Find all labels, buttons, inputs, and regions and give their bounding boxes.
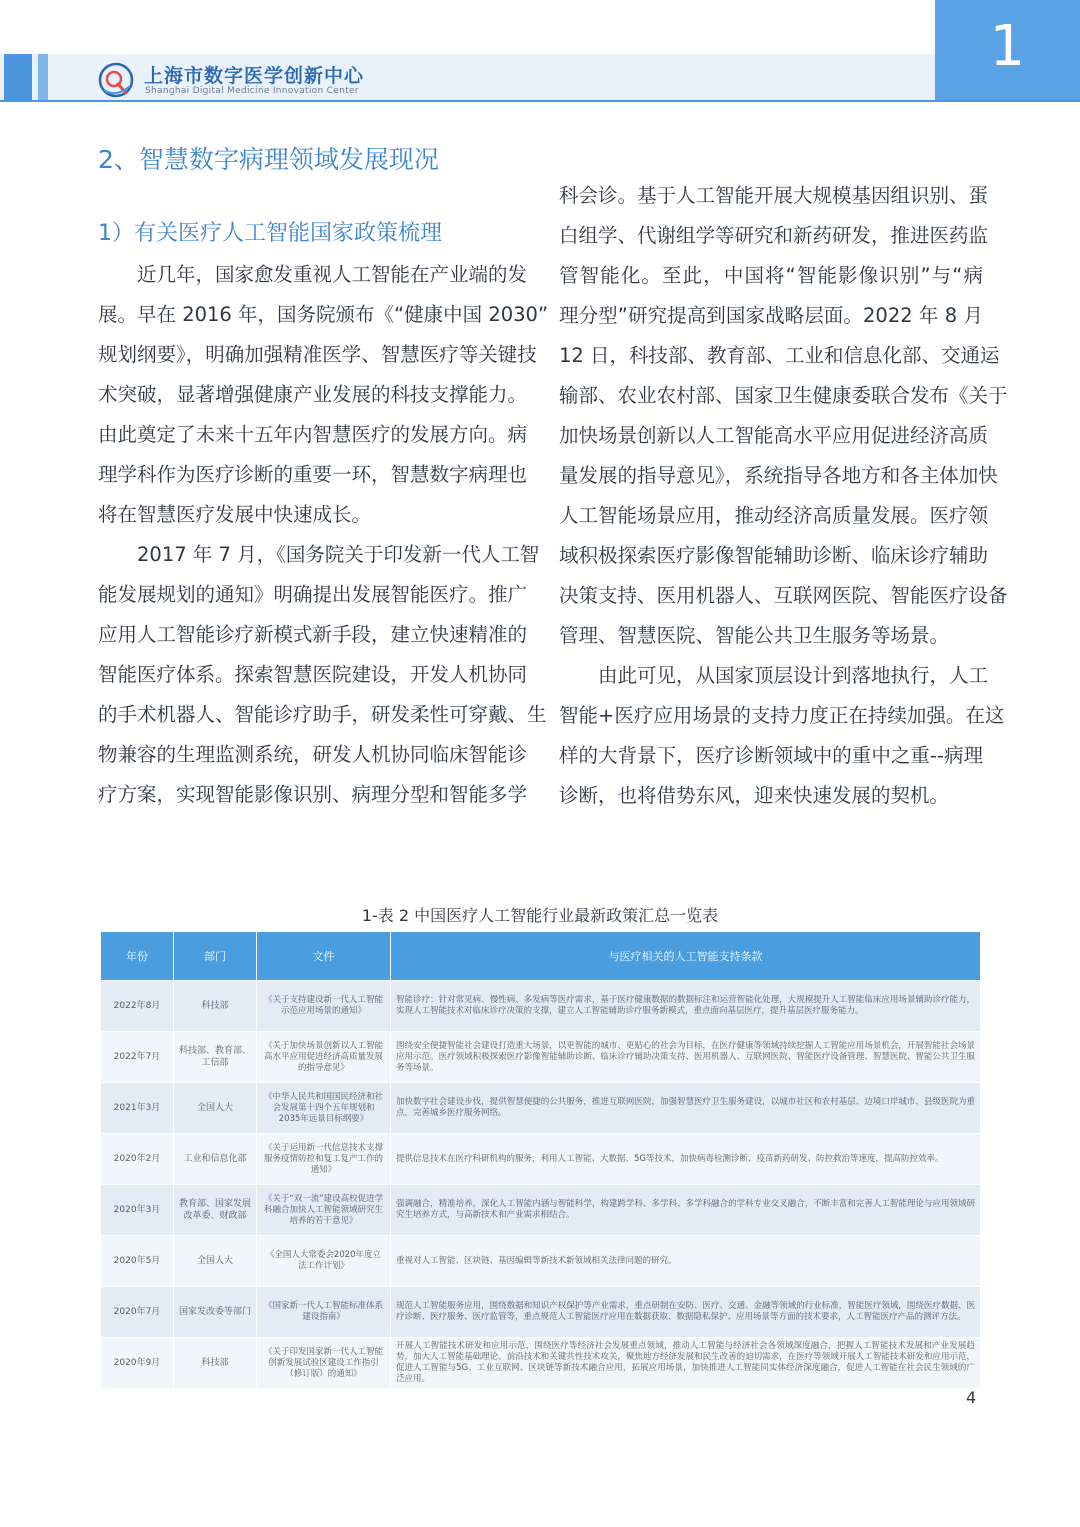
table-cell-year: 2020年3月 <box>101 1185 174 1236</box>
paragraph-line: 将在智慧医疗发展中快速成长。 <box>98 503 372 526</box>
table-cell-year: 2020年9月 <box>101 1338 174 1389</box>
table-cell-doc: 《全国人大常委会2020年度立法工作计划》 <box>257 1236 391 1287</box>
paragraph-line: 的手术机器人、智能诊疗助手，研发柔性可穿戴、生 <box>98 703 547 726</box>
paragraph-line: 智能+医疗应用场景的支持力度正在持续加强。在这 <box>559 704 1005 727</box>
org-name-cn: 上海市数字医学创新中心 <box>144 65 365 87</box>
table-cell-doc: 《关于“双一流”建设高校促进学科融合加快人工智能领域研究生培养的若干意见》 <box>257 1185 391 1236</box>
table-cell-year: 2021年3月 <box>101 1083 174 1134</box>
table-cell-year: 2020年5月 <box>101 1236 174 1287</box>
paragraph-line: 诊断，也将借势东风，迎来快速发展的契机。 <box>559 784 950 807</box>
table-row <box>101 1185 981 1236</box>
table-cell-year: 2022年7月 <box>101 1032 174 1083</box>
table-cell-dept: 科技部 <box>174 981 257 1032</box>
header-accent-bar-secondary <box>38 54 48 100</box>
paragraph-line: 样的大背景下，医疗诊断领域中的重中之重--病理 <box>559 744 983 767</box>
table-row <box>101 981 981 1032</box>
table-cell-doc: 《中华人民共和国国民经济和社会发展第十四个五年规划和2035年远景目标纲要》 <box>257 1083 391 1134</box>
paragraph-line: 决策支持、医用机器人、互联网医院、智能医疗设备 <box>559 584 1008 607</box>
table-cell-dept: 教育部、国家发展改革委、财政部 <box>174 1185 257 1236</box>
chapter-number: 1 <box>989 14 1026 79</box>
paragraph-line: 由此可见，从国家顶层设计到落地执行，人工 <box>598 664 989 687</box>
table-cell-terms: 规范人工智能服务应用，围绕数据和知识产权保护等产业需求，重点研制在安防、医疗、交通、金融等领域的行业标准，智能医疗领域，围绕医疗数据、医疗诊断、医疗服务、医疗监管等，重点规范人工智能医疗应用在数据获取、数据隐私保护、应用场景等方面的技术要求，人工智能医疗产品的测评方法。 <box>391 1287 981 1338</box>
table-row <box>101 1032 981 1083</box>
table-row <box>101 1287 981 1338</box>
policy-table <box>100 931 981 1389</box>
table-row <box>101 1236 981 1287</box>
paragraph-line: 理学科作为医疗诊断的重要一环，智慧数字病理也 <box>98 463 528 486</box>
table-header-doc: 文件 <box>257 932 391 981</box>
table-cell-year: 2020年7月 <box>101 1287 174 1338</box>
paragraph-line: 白组学、代谢组学等研究和新药研发，推进医药监 <box>559 224 989 247</box>
paragraph-line: 量发展的指导意见》，系统指导各地方和各主体加快 <box>559 464 998 487</box>
table-cell-dept: 国家发改委等部门 <box>174 1287 257 1338</box>
subsection-heading: 1）有关医疗人工智能国家政策梳理 <box>98 221 442 246</box>
table-header-terms: 与医疗相关的人工智能支持条款 <box>391 932 981 981</box>
table-cell-terms: 提供信息技术在医疗科研机构的服务，利用人工智能、大数据、5G等技术，加快病毒检测诊断、疫苗新药研发、防控救治等速度，提高防控效率。 <box>391 1134 981 1185</box>
paragraph-line: 12 日，科技部、教育部、工业和信息化部、交通运 <box>559 344 1000 367</box>
paragraph-line: 管理、智慧医院、智能公共卫生服务等场景。 <box>559 624 950 647</box>
paragraph-line: 应用人工智能诊疗新模式新手段，建立快速精准的 <box>98 623 528 646</box>
table-cell-dept: 全国人大 <box>174 1236 257 1287</box>
table-cell-terms: 智能诊疗：针对常见病、慢性病、多发病等医疗需求，基于医疗健康数据的数据标注和运营智能化处理，大规模提升人工智能临床应用场景辅助诊疗能力，实现人工智能技术对临床诊疗决策的支撑，建立人工智能辅助诊疗服务新模式，重点面向基层医疗，提升基层医疗服务能力。 <box>391 981 981 1032</box>
table-cell-doc: 《关于加快场景创新以人工智能高水平应用促进经济高质量发展的指导意见》 <box>257 1032 391 1083</box>
paragraph-line: 由此奠定了未来十五年内智慧医疗的发展方向。病 <box>98 423 528 446</box>
paragraph-line: 近几年，国家愈发重视人工智能在产业端的发 <box>137 263 528 286</box>
table-cell-terms: 重视对人工智能、区块链、基因编辑等新技术新领域相关法律问题的研究。 <box>391 1236 981 1287</box>
table-cell-terms: 开展人工智能技术研发和应用示范，围绕医疗等经济社会发展重点领域，推动人工智能与经济社会各领域深度融合，把握人工智能技术发展和产业发展趋势，加大人工智能基础理论、前沿技术和关键共性技术攻关，聚焦地方经济发展和民生改善的迫切需求，在医疗等领域开展人工智能技术研发和应用示范，促进人工智能与5G、工业互联网、区块链等新技术融合应用，拓展应用场景，加快推进人工智能同实体经济深度融合，促进人工智能在社会民生领域的广泛应用。 <box>391 1338 981 1389</box>
table-header-dept: 部门 <box>174 932 257 981</box>
paragraph-line: 输部、农业农村部、国家卫生健康委联合发布《关于 <box>559 384 1008 407</box>
table-cell-doc: 《国家新一代人工智能标准体系建设指南》 <box>257 1287 391 1338</box>
table-cell-year: 2022年8月 <box>101 981 174 1032</box>
table-cell-dept: 全国人大 <box>174 1083 257 1134</box>
table-cell-doc: 《关于运用新一代信息技术支撑服务疫情防控和复工复产工作的通知》 <box>257 1134 391 1185</box>
paragraph-line: 智能医疗体系。探索智慧医院建设，开发人机协同 <box>98 663 528 686</box>
paragraph-line: 疗方案，实现智能影像识别、病理分型和智能多学 <box>98 783 528 806</box>
paragraph-line: 2017 年 7 月，《国务院关于印发新一代人工智 <box>137 543 540 566</box>
table-cell-year: 2020年2月 <box>101 1134 174 1185</box>
paragraph-line: 科会诊。基于人工智能开展大规模基因组识别、蛋 <box>559 184 989 207</box>
paragraph-line: 规划纲要》，明确加强精准医学、智慧医疗等关键技 <box>98 343 537 366</box>
paragraph-line: 能发展规划的通知》明确提出发展智能医疗。推广 <box>98 583 528 606</box>
paragraph-line: 术突破，显著增强健康产业发展的科技支撑能力。 <box>98 383 528 406</box>
table-cell-terms: 强调融合，精准培养，深化人工智能内涵与智能科学，构建跨学科、多学科、多学科融合的学科专业交叉融合，不断丰富和完善人工智能理论与应用领域研究生培养方式，与高新技术和产业需求相结合。 <box>391 1185 981 1236</box>
section-heading: 2、智慧数字病理领域发展现况 <box>98 145 439 174</box>
header-divider <box>0 100 1080 102</box>
paragraph-line: 管智能化。至此，中国将“智能影像识别”与“病 <box>559 264 983 287</box>
logo-icon <box>96 60 136 100</box>
paragraph-line: 展。早在 2016 年，国务院颁布《“健康中国 2030” <box>98 303 549 326</box>
table-cell-dept: 工业和信息化部 <box>174 1134 257 1185</box>
paragraph-line: 加快场景创新以人工智能高水平应用促进经济高质 <box>559 424 989 447</box>
table-header-row <box>101 932 981 981</box>
paragraph-line: 物兼容的生理监测系统，研发人机协同临床智能诊 <box>98 743 528 766</box>
table-row <box>101 1083 981 1134</box>
table-cell-terms: 围绕安全便捷智能社会建设打造重大场景，以更智能的城市、更贴心的社会为目标，在医疗健康等领域持续挖掘人工智能应用场景机会，开展智能社会场景应用示范。医疗领域积极探索医疗影像智能辅助诊断、临床诊疗辅助决策支持、医用机器人、互联网医院、智能医疗设备管理、智慧医院、智能公共卫生服务等场景。 <box>391 1032 981 1083</box>
table-caption: 1-表 2 中国医疗人工智能行业最新政策汇总一览表 <box>361 906 719 925</box>
paragraph-line: 人工智能场景应用，推动经济高质量发展。医疗领 <box>559 504 989 527</box>
header-accent-bar <box>4 54 32 100</box>
org-name-en: Shanghai Digital Medicine Innovation Center <box>145 86 359 96</box>
table-header-year: 年份 <box>101 932 174 981</box>
table-cell-doc: 《关于印发国家新一代人工智能创新发展试验区建设工作指引（修订版）的通知》 <box>257 1338 391 1389</box>
table-row <box>101 1134 981 1185</box>
paragraph-line: 域积极探索医疗影像智能辅助诊断、临床诊疗辅助 <box>559 544 989 567</box>
table-cell-dept: 科技部、教育部、工信部 <box>174 1032 257 1083</box>
table-cell-dept: 科技部 <box>174 1338 257 1389</box>
page-number: 4 <box>966 1388 977 1407</box>
table-cell-terms: 加快数字社会建设步伐，提供智慧便捷的公共服务，推进互联网医院，加强智慧医疗卫生服务建设，以城市社区和农村基层、边境口岸城市、县级医院为重点，完善城乡医疗服务网络。 <box>391 1083 981 1134</box>
paragraph-line: 理分型”研究提高到国家战略层面。2022 年 8 月 <box>559 304 983 327</box>
table-row <box>101 1338 981 1389</box>
table-cell-doc: 《关于支持建设新一代人工智能示范应用场景的通知》 <box>257 981 391 1032</box>
